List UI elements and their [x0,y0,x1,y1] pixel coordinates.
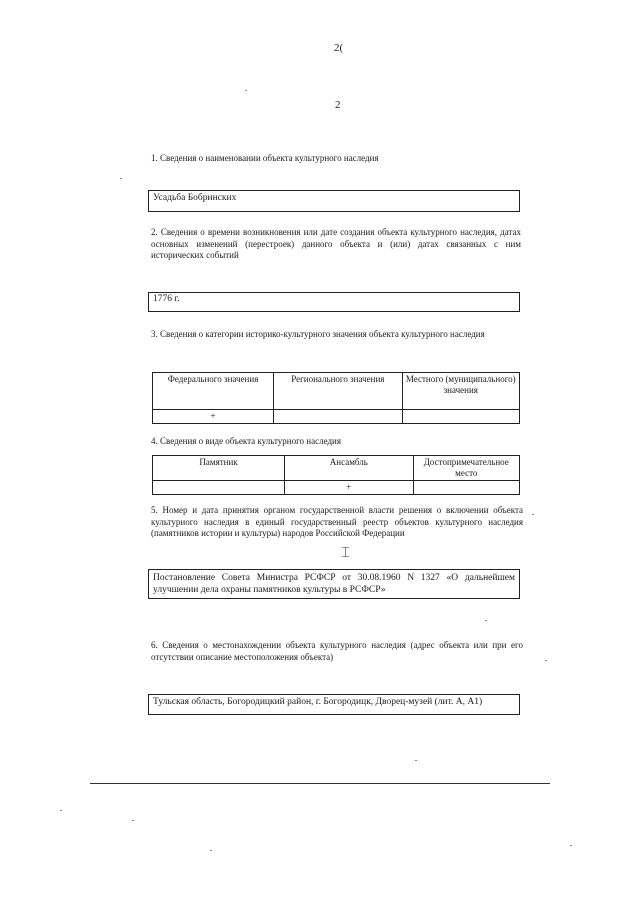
section-5-value-box [148,569,520,599]
scan-speck [532,514,534,515]
category-col-local: Местного (муниципального) значения [402,373,519,410]
section-1-value: Усадьба Бобринских [153,193,237,203]
page-number-top: 2( [334,42,344,54]
type-mark-row [153,481,520,495]
scan-speck [120,178,122,179]
section-3-heading: 3. Сведения о категории историко-культурного значения объекта культурного наследия [151,329,485,339]
category-table [152,372,520,424]
scan-speck [245,90,247,91]
type-table [152,455,520,495]
section-6-value-box [148,694,520,715]
type-col-ensemble: Ансамбль [285,456,413,481]
scan-speck [545,660,547,661]
section-1-value-box [148,190,520,212]
category-col-regional: Регионального значения [274,373,402,410]
section-5-heading: 5. Номер и дата принятия органом государственной власти решения о включении объекта культурного наследия в единый государственный реестр объектов культурного наследия (памятников истории и культуры) народов Российской Федерации [151,505,523,538]
type-header-row [153,456,520,481]
category-mark-regional [274,410,402,424]
type-col-monument: Памятник [153,456,285,481]
type-col-landmark: Достопримечательное место [413,456,519,481]
scan-speck [485,620,487,621]
section-2-heading: 2. Сведения о времени возникновения или дате создания объекта культурного наследия, датах основных изменений (перестроек) данного объекта и (или) датах связанных с ним исторических событий [151,227,521,260]
category-mark-local [402,410,519,424]
type-mark-monument [153,481,285,495]
section-6-value: Тульская область, Богородицкий район, г. Богородицк, Дворец-музей (лит. А, А1) [153,697,483,707]
scan-speck [570,845,572,846]
section-6-heading: 6. Сведения о местонахождении объекта культурного наследия (адрес объекта или при его отсутствии описание местоположения объекта) [151,640,523,662]
category-col-federal: Федерального значения [153,373,274,410]
footer-rule [90,783,550,784]
scan-speck [60,810,62,811]
scan-speck [132,820,134,821]
type-mark-landmark [413,481,519,495]
section-1-heading: 1. Сведения о наименовании объекта культурного наследия [151,153,379,163]
section-2-value: 1776 г. [153,294,180,304]
scan-speck [415,760,417,761]
text-cursor-icon: ⌶ [341,543,351,561]
section-4-heading: 4. Сведения о виде объекта культурного наследия [151,436,342,446]
scan-speck [210,850,212,851]
section-5-value: Постановление Совета Министра РСФСР от 30.08.1960 N 1327 «О дальнейшем улучшении дела охраны памятников культуры в РСФСР» [153,573,515,595]
type-mark-ensemble: + [285,481,413,495]
page-number: 2 [335,99,341,111]
category-mark-federal: + [153,410,274,424]
category-mark-row [153,410,520,424]
category-header-row [153,373,520,410]
section-2-value-box [148,292,520,312]
